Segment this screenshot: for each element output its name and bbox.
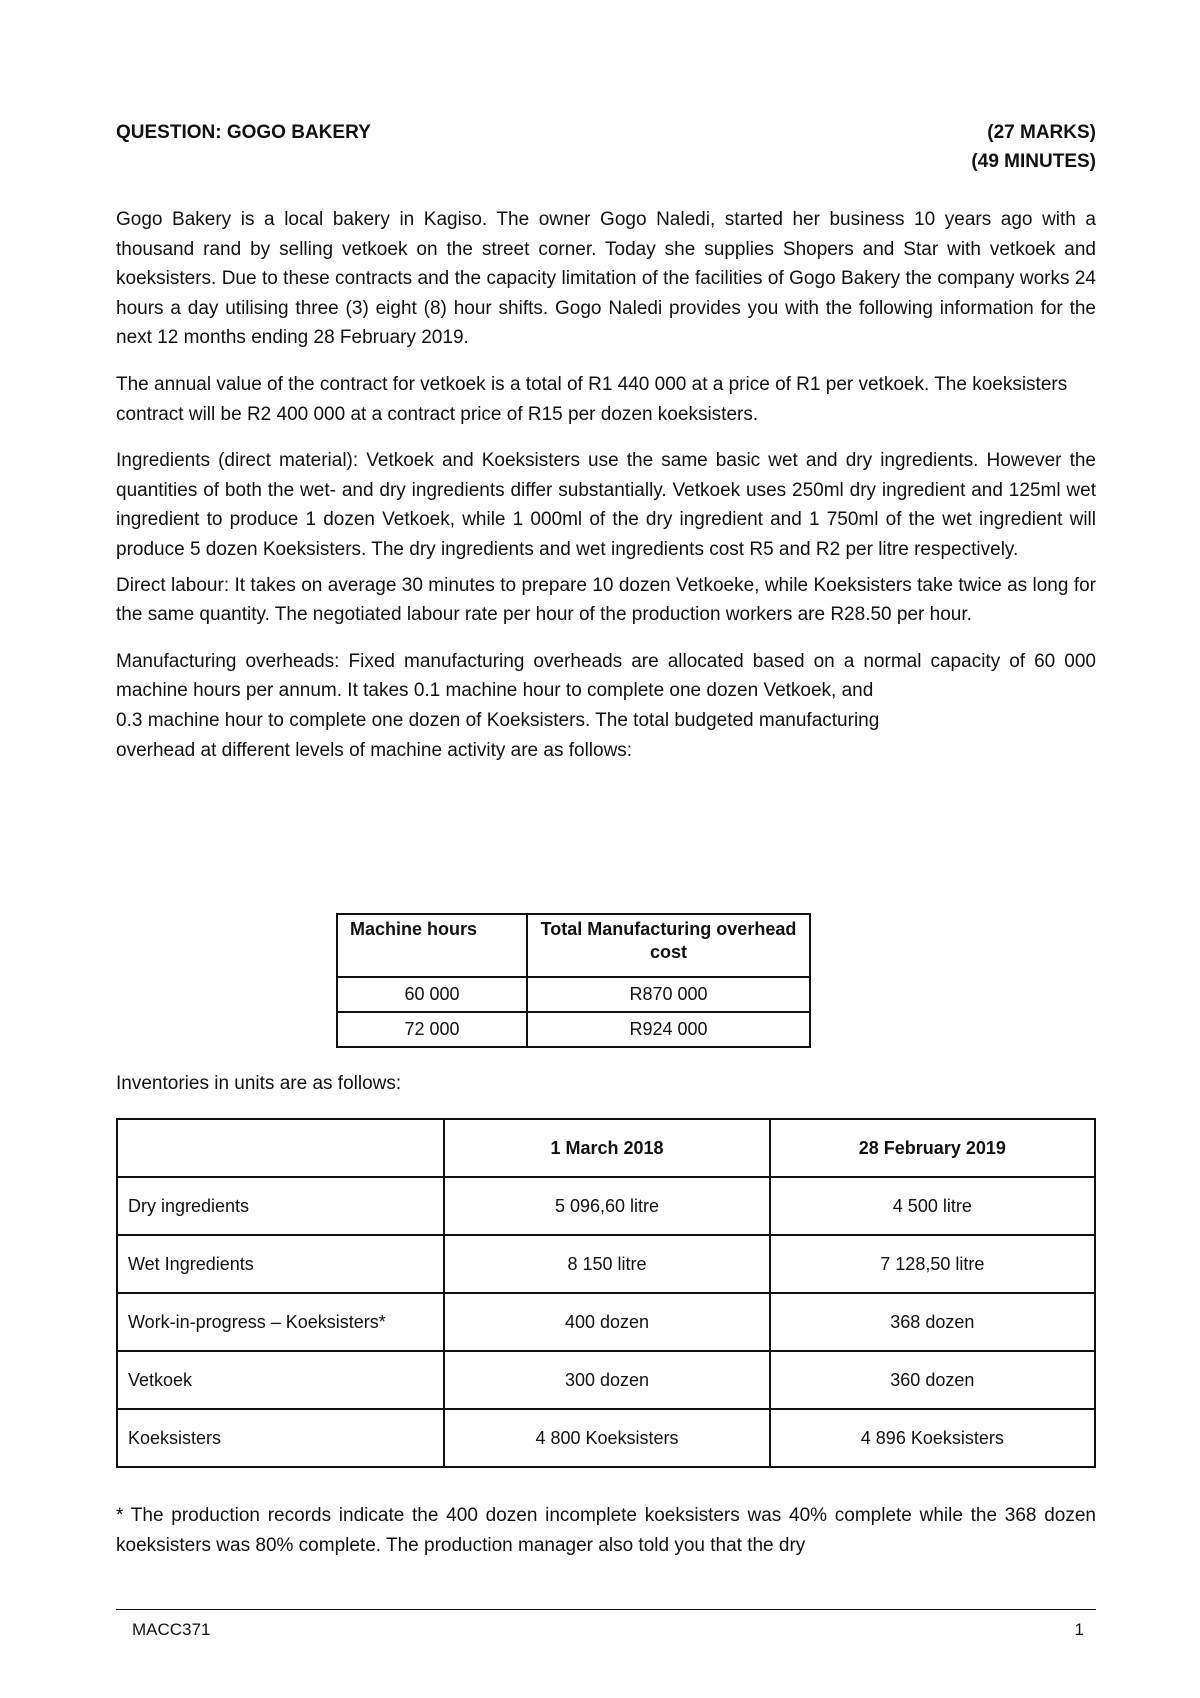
row-label: Wet Ingredients — [117, 1235, 444, 1293]
column-header: 1 March 2018 — [444, 1119, 769, 1177]
table-row — [117, 1235, 1095, 1293]
row-label: Koeksisters — [117, 1409, 444, 1467]
table-cell: 400 dozen — [444, 1293, 769, 1351]
table-row — [337, 1012, 810, 1047]
table-row — [117, 1293, 1095, 1351]
table-row — [117, 1177, 1095, 1235]
table-header-row — [117, 1119, 1095, 1177]
column-header: Total Manufacturing overhead cost — [527, 914, 810, 977]
column-header — [117, 1119, 444, 1177]
document-page — [116, 0, 1096, 1698]
intro-paragraph: Gogo Bakery is a local bakery in Kagiso. The owner Gogo Naledi, started her business 10 years ago with a thousand rand by selling vetkoek on the street corner. Today she supplies Shopers and Star with vetkoek and koeksisters. Due to these contracts and the capacity limitation of the facilities of Gogo Bakery the company works 24 hours a day utilising three (3) eight (8) hour shifts. Gogo Naledi provides you with the following information for the next 12 months ending 28 February 2019. — [116, 209, 1096, 349]
overheads-text-b1: 0.3 machine hour to complete one dozen of Koeksisters. The total budgeted manufacturing — [116, 709, 880, 731]
table-cell: 4 896 Koeksisters — [770, 1409, 1095, 1467]
overheads-paragraph — [116, 647, 1096, 765]
column-header: Machine hours — [337, 914, 527, 977]
row-label: Vetkoek — [117, 1351, 444, 1409]
page-number: 1 — [1074, 1620, 1084, 1639]
question-body — [116, 205, 1096, 765]
table-row — [117, 1351, 1095, 1409]
table-cell: R870 000 — [527, 977, 810, 1012]
table-cell: 4 800 Koeksisters — [444, 1409, 769, 1467]
question-title: QUESTION: GOGO BAKERY — [116, 122, 371, 143]
table-cell: 7 128,50 litre — [770, 1235, 1095, 1293]
overheads-text-b2: overhead at different levels of machine activity are as follows: — [116, 739, 633, 761]
inventory-intro: Inventories in units are as follows: — [116, 1073, 402, 1094]
footer-divider — [116, 1609, 1096, 1610]
overhead-table — [336, 913, 811, 1048]
table-cell: 5 096,60 litre — [444, 1177, 769, 1235]
row-label: Work-in-progress – Koeksisters* — [117, 1293, 444, 1351]
row-label: Dry ingredients — [117, 1177, 444, 1235]
table-row — [117, 1409, 1095, 1467]
table-cell: 8 150 litre — [444, 1235, 769, 1293]
table-cell: 300 dozen — [444, 1351, 769, 1409]
contract-paragraph: The annual value of the contract for vetkoek is a total of R1 440 000 at a price of R1 per vetkoek. The koeksisters contract will be R2 400 000 at a contract price of R15 per dozen koeksisters. — [116, 373, 1068, 425]
overheads-text-a: Manufacturing overheads: Fixed manufacturing overheads are allocated based on a normal capacity of 60 000 machine hours per annum. It takes 0.1 machine hour to complete one dozen Vetkoek, and — [116, 650, 1096, 702]
table-header-row — [337, 914, 810, 977]
table-cell: R924 000 — [527, 1012, 810, 1047]
inventory-table — [116, 1118, 1096, 1468]
labour-paragraph: Direct labour: It takes on average 30 minutes to prepare 10 dozen Vetkoeke, while Koeksisters take twice as long for the same quantity. The negotiated labour rate per hour of the production workers are R28.50 per hour. — [116, 574, 1096, 626]
table-cell: 4 500 litre — [770, 1177, 1095, 1235]
table-cell: 72 000 — [337, 1012, 527, 1047]
ingredients-paragraph: Ingredients (direct material): Vetkoek and Koeksisters use the same basic wet and dry ingredients. However the quantities of both the wet- and dry ingredients differ substantially. Vetkoek uses 250ml dry ingredient and 125ml wet ingredient to produce 1 dozen Vetkoek, while 1 000ml of the dry ingredient and 1 750ml of the wet ingredient will produce 5 dozen Koeksisters. The dry ingredients and wet ingredients cost R5 and R2 per litre respectively. — [116, 450, 1096, 560]
table-cell: 60 000 — [337, 977, 527, 1012]
column-header: 28 February 2019 — [770, 1119, 1095, 1177]
question-marks: (27 MARKS) — [987, 122, 1096, 143]
table-cell: 368 dozen — [770, 1293, 1095, 1351]
question-minutes: (49 MINUTES) — [971, 151, 1096, 172]
table-cell: 360 dozen — [770, 1351, 1095, 1409]
footer-course-code: MACC371 — [132, 1620, 211, 1639]
table-row — [337, 977, 810, 1012]
footnote: * The production records indicate the 400 dozen incomplete koeksisters was 40% complete while the 368 dozen koeksisters was 80% complete. The production manager also told you that the dry — [116, 1505, 1096, 1556]
